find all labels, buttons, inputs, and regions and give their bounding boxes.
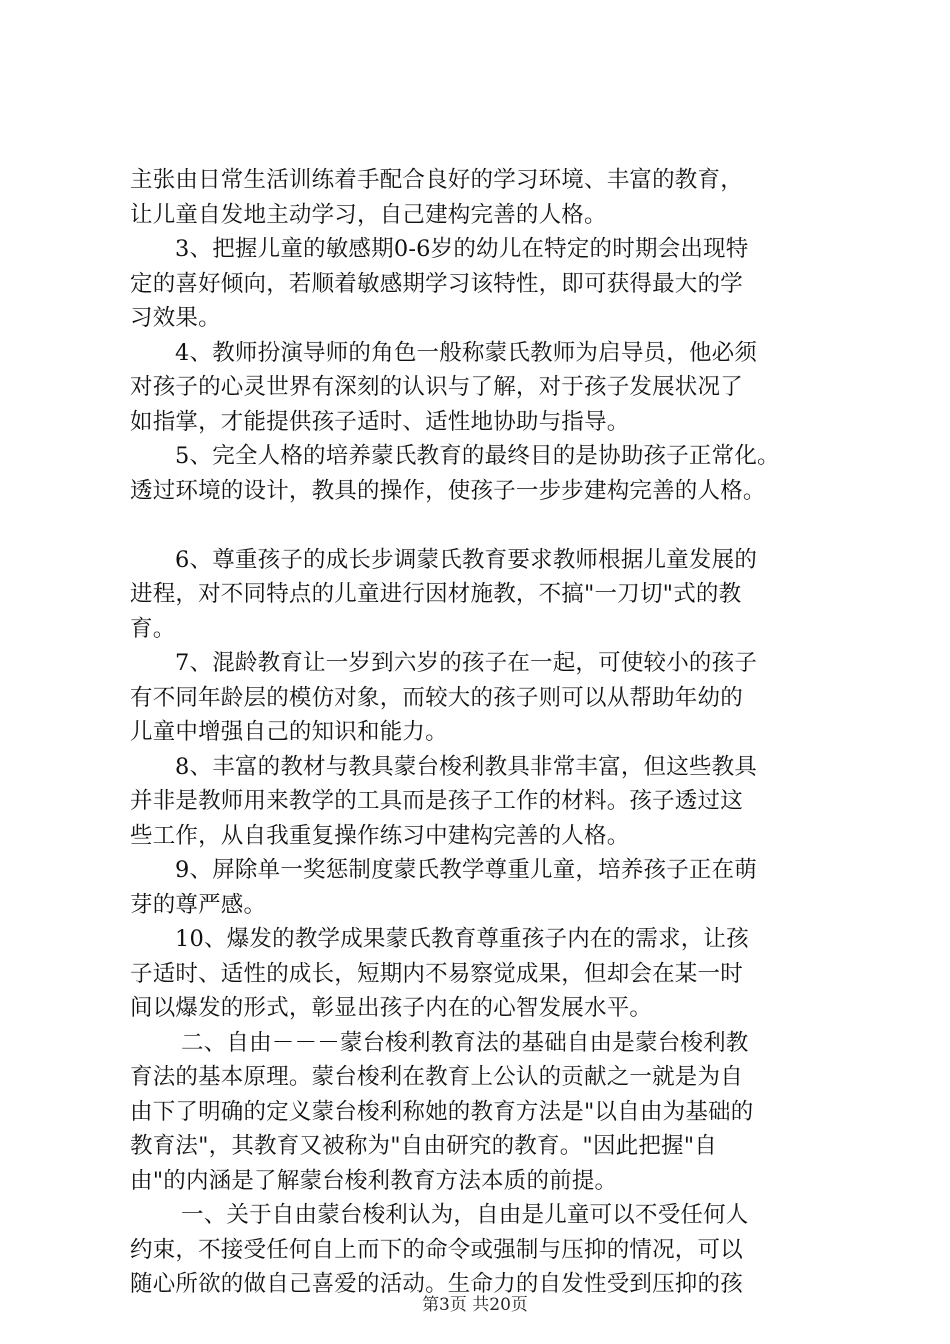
text-line: 并非是教师用来教学的工具而是孩子工作的材料。孩子透过这 <box>130 788 743 814</box>
document-body <box>130 163 842 1302</box>
text-line: 间以爆发的形式，彰显出孩子内在的心智发展水平。 <box>130 995 653 1021</box>
text-line: 定的喜好倾向，若顺着敏感期学习该特性，即可获得最大的学 <box>130 270 743 297</box>
text-line: 有不同年龄层的模仿对象，而较大的孩子则可以从帮助年幼的 <box>130 684 743 711</box>
text-line: 透过环境的设计，教具的操作，使孩子一步步建构完善的人格。 <box>130 477 766 504</box>
text-line: 二、自由－－－蒙台梭利教育法的基础自由是蒙台梭利教 <box>181 1029 749 1056</box>
text-line: 些工作，从自我重复操作练习中建构完善的人格。 <box>130 822 630 849</box>
text-line: 6、尊重孩子的成长步调蒙氏教育要求教师根据儿童发展的 <box>175 546 758 573</box>
text-line: 3、把握儿童的敏感期0-6岁的幼儿在特定的时期会出现特 <box>175 236 749 262</box>
text-line: 一、关于自由蒙台梭利认为，自由是儿童可以不受任何人 <box>181 1202 749 1228</box>
text-line: 芽的尊严感。 <box>130 891 267 918</box>
text-line: 随心所欲的做自己喜爱的活动。生命力的自发性受到压抑的孩 <box>130 1271 743 1297</box>
text-line: 子适时、适性的成长，短期内不易察觉成果，但却会在某一时 <box>130 960 743 987</box>
text-line: 5、完全人格的培养蒙氏教育的最终目的是协助孩子正常化。 <box>175 443 780 469</box>
page-number-footer: 第3页 共20页 <box>422 1295 528 1315</box>
text-line: 习效果。 <box>130 305 221 331</box>
text-line: 让儿童自发地主动学习，自己建构完善的人格。 <box>130 201 607 228</box>
text-line: 约束，不接受任何自上而下的命令或强制与压抑的情况，可以 <box>130 1236 743 1263</box>
text-line: 10、爆发的教学成果蒙氏教育尊重孩子内在的需求，让孩 <box>175 926 749 952</box>
text-line: 育。 <box>130 615 176 642</box>
text-line: 主张由日常生活训练着手配合良好的学习环境、丰富的教育， <box>130 167 743 193</box>
text-line: 对孩子的心灵世界有深刻的认识与了解，对于孩子发展状况了 <box>130 374 743 400</box>
text-line: 育法的基本原理。蒙台梭利在教育上公认的贡献之一就是为自 <box>130 1064 743 1090</box>
text-line: 由下了明确的定义蒙台梭利称她的教育方法是"以自由为基础的 <box>130 1098 754 1125</box>
text-line: 教育法"，其教育又被称为"自由研究的教育。"因此把握"自 <box>130 1133 717 1159</box>
text-line: 如指掌，才能提供孩子适时、适性地协助与指导。 <box>130 408 630 435</box>
text-line: 由"的内涵是了解蒙台梭利教育方法本质的前提。 <box>130 1167 618 1194</box>
paragraph-gap <box>130 508 842 543</box>
text-line: 进程，对不同特点的儿童进行因材施教，不搞"一刀切"式的教 <box>130 581 742 607</box>
text-line: 8、丰富的教材与教具蒙台梭利教具非常丰富，但这些教具 <box>175 753 758 780</box>
text-line: 4、教师扮演导师的角色一般称蒙氏教师为启导员，他必须 <box>175 339 758 366</box>
text-line: 7、混龄教育让一岁到六岁的孩子在一起，可使较小的孩子 <box>175 650 758 676</box>
text-line: 儿童中增强自己的知识和能力。 <box>130 719 448 745</box>
text-line: 9、屏除单一奖惩制度蒙氏教学尊重儿童，培养孩子正在萌 <box>175 857 758 883</box>
